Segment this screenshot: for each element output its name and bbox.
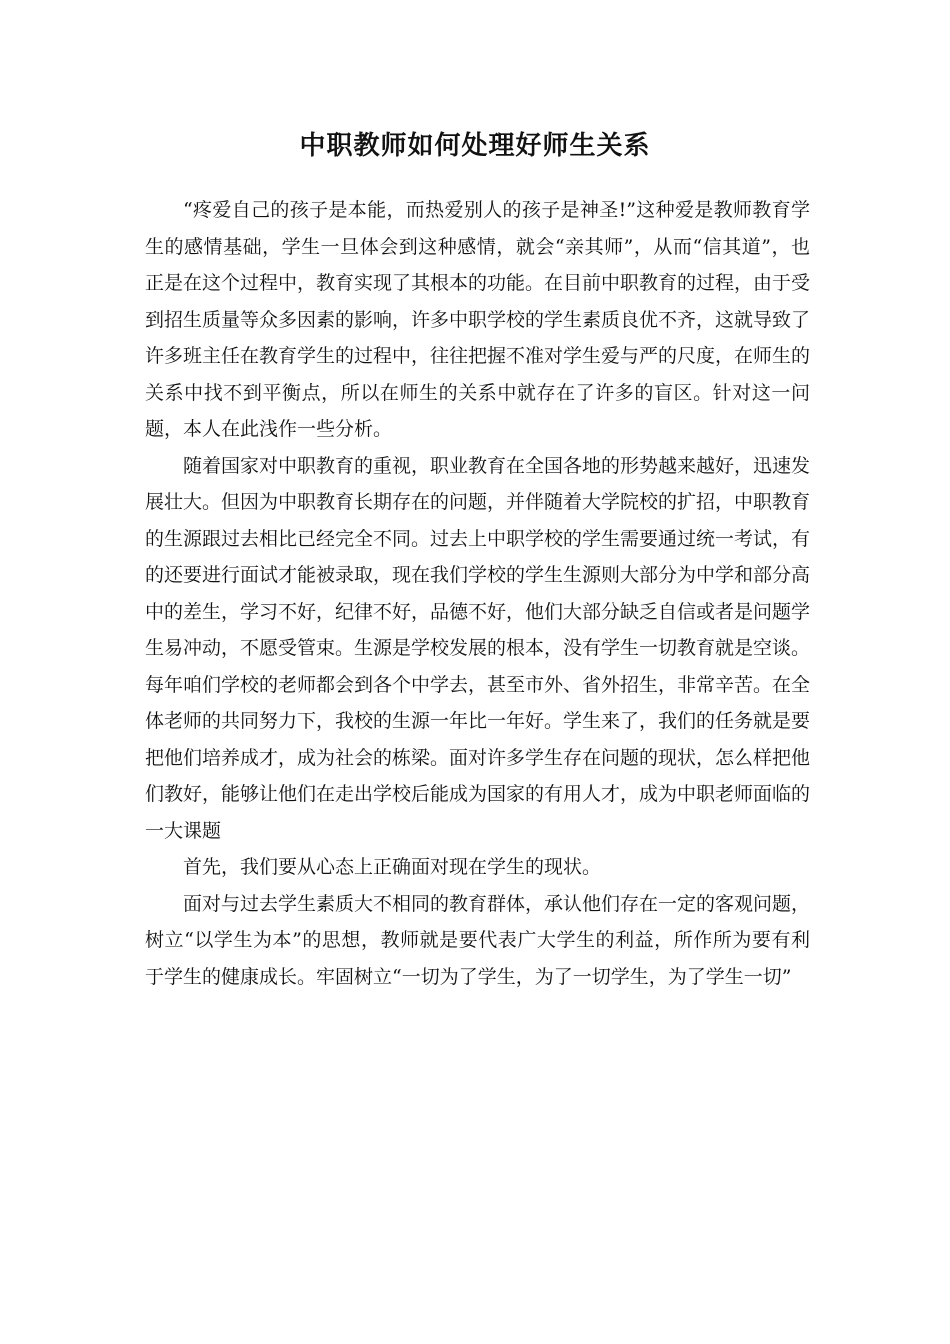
document-title: 中职教师如何处理好师生关系 xyxy=(299,131,651,161)
paragraph-3: 首先，我们要从心态上正确面对现在学生的现状。 xyxy=(183,856,602,878)
document-body xyxy=(145,192,810,995)
paragraph-1: “疼爱自己的孩子是本能，而热爱别人的孩子是神圣!”这种爱是教师教育学生的感情基础，学生一旦体会到这种感情，就会“亲其师”，从而“信其道”，也正是在这个过程中，教育实现了其根本的功能。在目前中职教育的过程，由于受到招生质量等众多因素的影响，许多中职学校的学生素质良优不齐，这就导致了许多班主任在教育学生的过程中，往往把握不准对学生爱与严的尺度，在师生的关系中找不到平衡点，所以在师生的关系中就存在了许多的盲区。针对这一问题，本人在此浅作一些分析。 xyxy=(145,199,811,440)
paragraph-4: 面对与过去学生素质大不相同的教育群体，承认他们存在一定的客观问题，树立“以学生为本”的思想，教师就是要代表广大学生的利益，所作所为要有利于学生的健康成长。牢固树立“一切为了学生，为了一切学生，为了学生一切” xyxy=(145,892,811,988)
paragraph-2: 随着国家对中职教育的重视，职业教育在全国各地的形势越来越好，迅速发展壮大。但因为中职教育长期存在的问题，并伴随着大学院校的扩招，中职教育的生源跟过去相比已经完全不同。过去上中职学校的学生需要通过统一考试，有的还要进行面试才能被录取，现在我们学校的学生生源则大部分为中学和部分高中的差生，学习不好，纪律不好，品德不好，他们大部分缺乏自信或者是问题学生易冲动，不愿受管束。生源是学校发展的根本，没有学生一切教育就是空谈。每年咱们学校的老师都会到各个中学去，甚至市外、省外招生，非常辛苦。在全体老师的共同努力下，我校的生源一年比一年好。学生来了，我们的任务就是要把他们培养成才，成为社会的栋梁。面对许多学生存在问题的现状，怎么样把他们教好，能够让他们在走出学校后能成为国家的有用人才，成为中职老师面临的一大课题 xyxy=(145,454,811,842)
